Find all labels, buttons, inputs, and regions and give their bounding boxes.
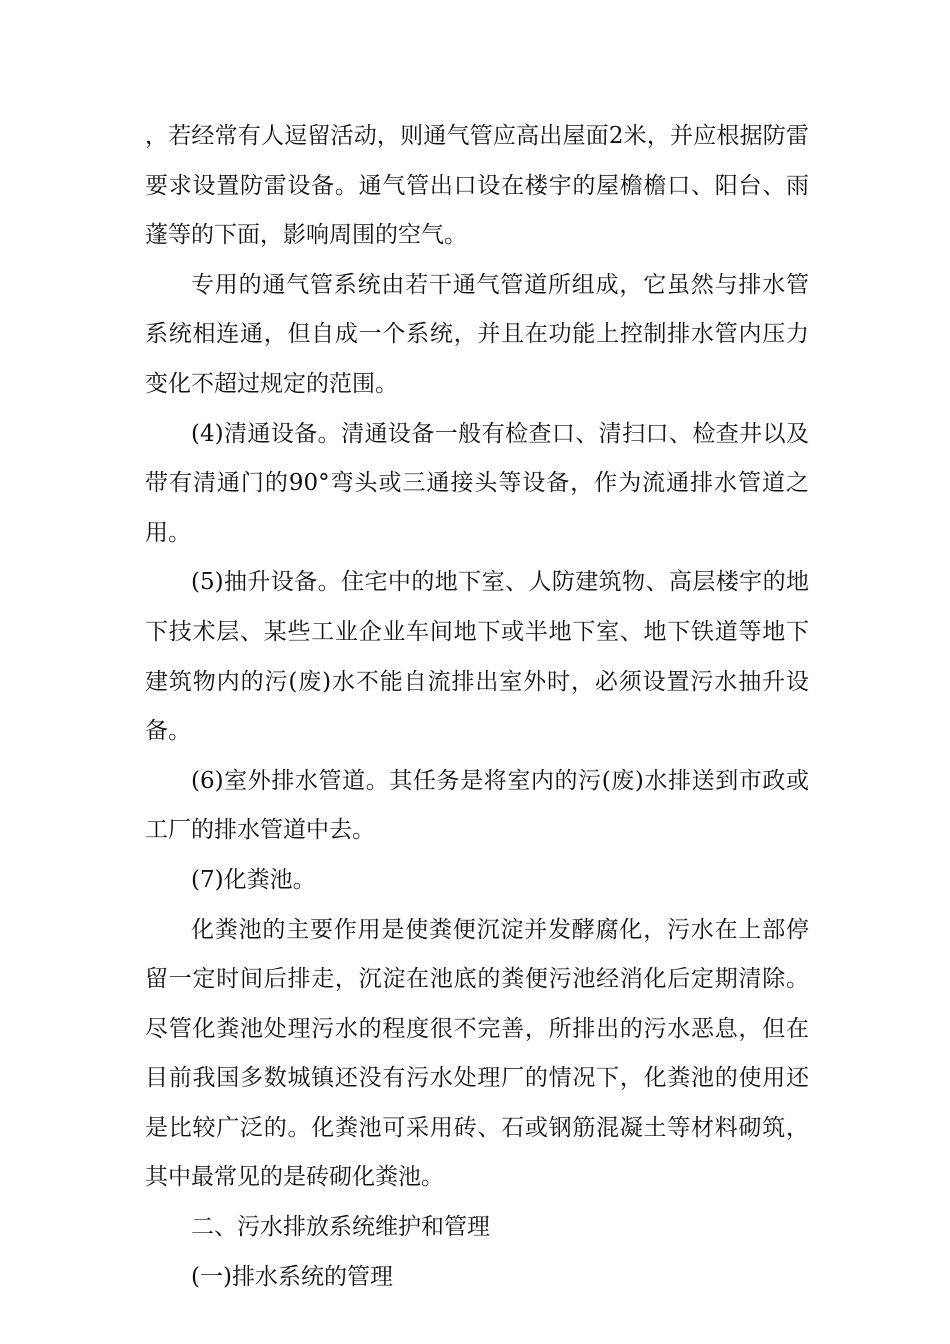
paragraph-outdoor-drain-pipe: (6)室外排水管道。其任务是将室内的污(废)水排送到市政或工厂的排水管道中去。 (145, 767, 809, 844)
paragraph-septic-tank-heading: (7)化粪池。 (191, 866, 316, 893)
paragraph-septic-tank-description: 化粪池的主要作用是使粪便沉淀并发酵腐化，污水在上部停留一定时间后排走，沉淀在池底的粪便污池经消化后定期清除。尽管化粪池处理污水的程度很不完善，所排出的污水恶息，但在目前我国多数城镇还没有污水处理厂的情况下，化粪池的使用还是比较广泛的。化粪池可采用砖、石或钢筋混凝土等材料砌筑，其中最常见的是砖砌化粪池。 (145, 916, 809, 1191)
section-heading-maintenance: 二、污水排放系统维护和管理 (191, 1214, 490, 1241)
paragraph-ventilation-height: ，若经常有人逗留活动，则通气管应高出屋面2米，并应根据防雷要求设置防雷设备。通气管出口设在楼宇的屋檐檐口、阳台、雨蓬等的下面，影响周围的空气。 (145, 123, 809, 249)
document-body (145, 112, 809, 1302)
paragraph-lifting-equipment: (5)抽升设备。住宅中的地下室、人防建筑物、高层楼宇的地下技术层、某些工业企业车间地下或半地下室、地下铁道等地下建筑物内的污(废)水不能自流排出室外时，必须设置污水抽升设备。 (145, 569, 809, 745)
paragraph-dedicated-vent-system: 专用的通气管系统由若干通气管道所组成，它虽然与排水管系统相连通，但自成一个系统，并且在功能上控制排水管内压力变化不超过规定的范围。 (145, 271, 809, 397)
subsection-heading-drainage-management: (一)排水系统的管理 (191, 1263, 393, 1290)
paragraph-cleaning-equipment: (4)清通设备。清通设备一般有检查口、清扫口、检查井以及带有清通门的90°弯头或三通接头等设备，作为流通排水管道之用。 (145, 420, 809, 546)
